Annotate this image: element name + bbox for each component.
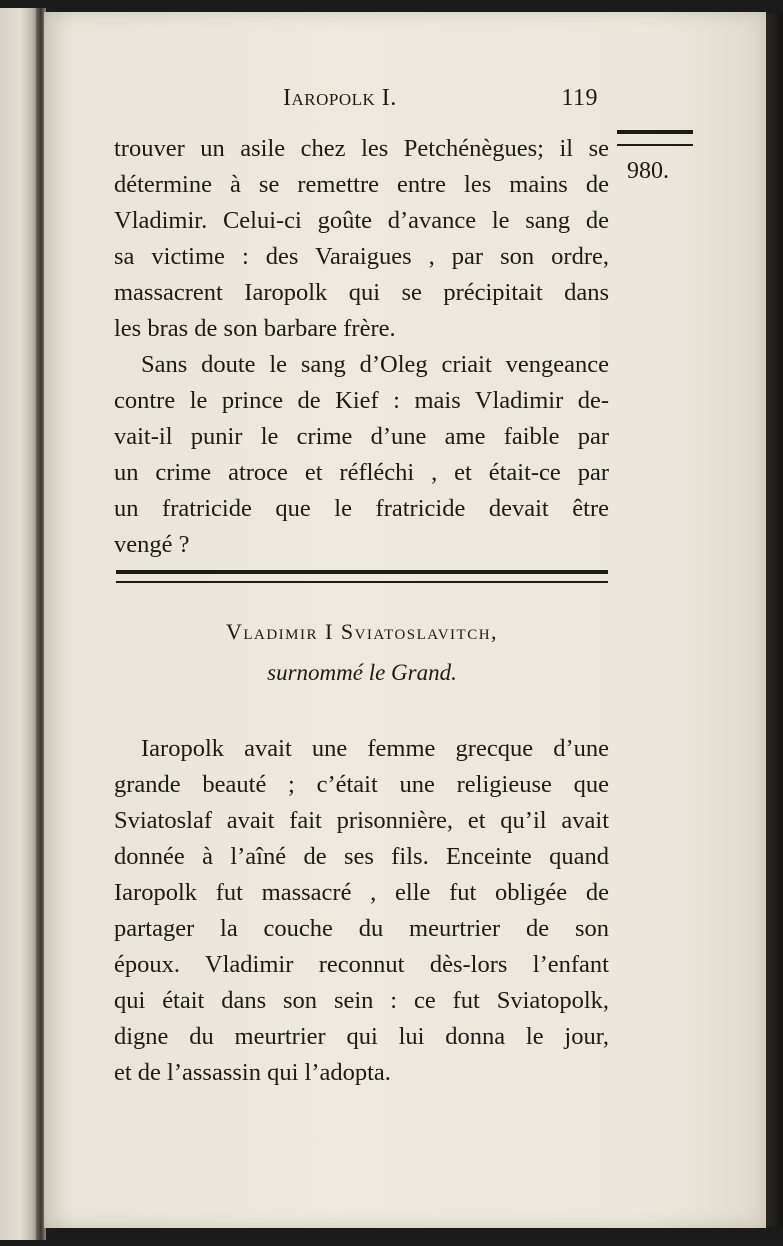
text-line: vengé ? <box>114 531 190 558</box>
text-line: trouver un asile chez les Petchénègues; il se <box>114 135 609 162</box>
text-line: partager la couche du meurtrier de son <box>114 915 609 942</box>
text-line: les bras de son barbare frère. <box>114 315 396 342</box>
page-number: 119 <box>561 85 598 111</box>
text-line: un crime atroce et réfléchi , et était-ce par <box>114 459 609 486</box>
text-line: et de l’assassin qui l’adopta. <box>114 1059 391 1086</box>
section-double-rule <box>116 570 608 583</box>
text-line: Iaropolk fut massacré , elle fut obligée de <box>114 879 609 906</box>
text-line: Sans doute le sang d’Oleg criait vengeance <box>141 351 609 378</box>
text-line: vait-il punir le crime d’une ame faible par <box>114 423 609 450</box>
text-line: Vladimir. Celui-ci goûte d’avance le sang de <box>114 207 609 234</box>
margin-double-rule <box>617 130 693 146</box>
text-line: massacrent Iaropolk qui se précipitait dans <box>114 279 609 306</box>
section-subheading: surnommé le Grand. <box>267 660 457 685</box>
body-text-top <box>114 131 609 563</box>
text-line: Iaropolk avait une femme grecque d’une <box>141 735 609 762</box>
text-line: époux. Vladimir reconnut dès-lors l’enfant <box>114 951 609 978</box>
page-edge-shadow <box>766 14 783 1226</box>
facing-page-edge <box>0 8 38 1240</box>
text-line: qui était dans son sein : ce fut Sviatopolk, <box>114 987 609 1014</box>
text-line: détermine à se remettre entre les mains de <box>114 171 609 198</box>
text-line: grande beauté ; c’était une religieuse que <box>114 771 609 798</box>
running-header <box>283 85 598 117</box>
text-line: Sviatoslaf avait fait prisonnière, et qu’il avait <box>114 807 609 834</box>
body-text-bottom <box>114 731 609 1091</box>
text-line: contre le prince de Kief : mais Vladimir de- <box>114 387 609 414</box>
text-line: sa victime : des Varaigues , par son ordre, <box>114 243 609 270</box>
section-heading: Vladimir I Sviatoslavitch, <box>225 619 499 644</box>
text-line: donnée à l’aîné de ses fils. Enceinte quand <box>114 843 609 870</box>
margin-year-note: 980. <box>627 158 669 184</box>
running-title: Iaropolk I. <box>283 85 397 111</box>
text-line: digne du meurtrier qui lui donna le jour, <box>114 1023 609 1050</box>
text-line: un fratricide que le fratricide devait être <box>114 495 609 522</box>
